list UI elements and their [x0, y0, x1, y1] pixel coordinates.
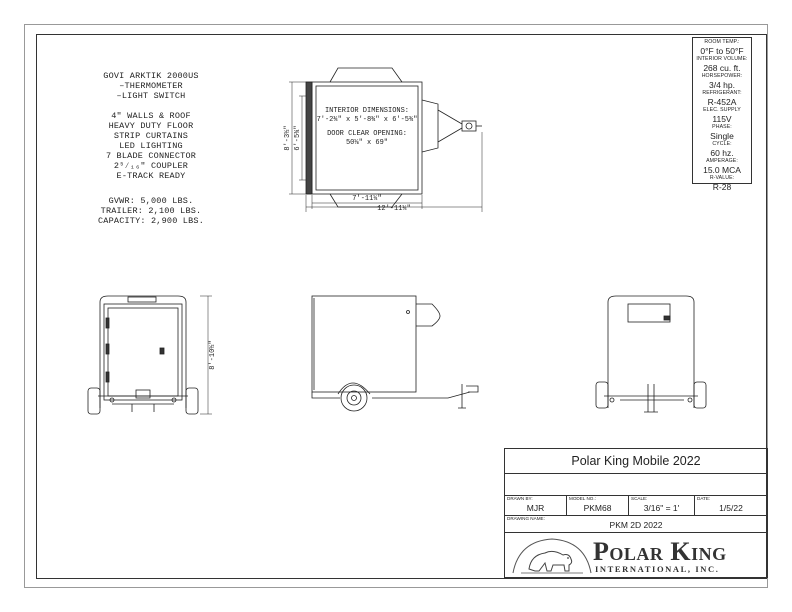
spec-label: HORSEPOWER:	[701, 73, 743, 79]
dim-height-inner: 6'-5¾"	[294, 125, 302, 151]
polar-bear-icon	[509, 533, 595, 577]
spec-label: AMPERAGE:	[706, 158, 738, 164]
note-line: –THERMOMETER	[119, 81, 183, 91]
front-unit-panel	[664, 316, 670, 320]
front-jack	[644, 384, 658, 412]
front-body	[608, 296, 694, 408]
note-line: STRIP CURTAINS	[113, 131, 189, 141]
spec-label: ELEC. SUPPLY	[703, 107, 741, 113]
title-block	[504, 448, 768, 578]
side-frame-rear	[312, 392, 340, 398]
door-latch	[160, 348, 164, 354]
side-body	[312, 296, 416, 392]
side-tire	[341, 385, 367, 411]
spec-value: 3/4 hp.	[709, 79, 735, 90]
logo-wordmark: Polar King	[593, 537, 727, 566]
front-marker-light	[688, 398, 692, 402]
spec-label: REFRIGERANT:	[702, 90, 742, 96]
model-cell	[567, 495, 629, 515]
drawing-name-label: DRAWING NAME:	[507, 516, 545, 521]
plan-fender-top	[330, 68, 402, 82]
date-label: DATE:	[697, 496, 711, 501]
weight-line: CAPACITY: 2,900 LBS.	[97, 216, 205, 226]
front-view	[596, 296, 706, 412]
spec-value: Single	[710, 130, 734, 141]
note-line: LED LIGHTING	[119, 141, 183, 151]
drawn-by-label: DRAWN BY:	[507, 496, 533, 501]
drawn-by-value: MJR	[526, 503, 545, 513]
door-hinge	[106, 318, 109, 328]
spec-label: PHASE:	[712, 124, 732, 130]
rear-plate	[136, 390, 150, 398]
note-line: 4" WALLS & ROOF	[111, 111, 191, 121]
model-value: PKM68	[583, 503, 612, 513]
plan-box-outline	[312, 82, 422, 194]
spec-value: 268 cu. ft.	[703, 62, 741, 73]
spec-label: R-VALUE:	[709, 175, 735, 181]
side-coupler	[466, 386, 478, 392]
side-wheel	[347, 391, 361, 405]
date-value: 1/5/22	[719, 503, 743, 513]
model-label: MODEL NO.:	[569, 496, 596, 501]
interior-dimensions-value: 7'-2¾" x 5'-8¾" x 6'-5¾"	[316, 116, 418, 124]
drawing-name-value: PKM 2D 2022	[609, 520, 663, 530]
rear-door	[108, 308, 178, 396]
note-line: –LIGHT SWITCH	[116, 91, 186, 101]
spec-value: R-28	[712, 181, 732, 192]
plan-coupler-ball	[466, 123, 472, 129]
side-frame-tongue	[372, 392, 470, 398]
door-opening-value: 50⅛" x 69"	[345, 139, 389, 147]
door-opening-label: DOOR CLEAR OPENING:	[327, 130, 407, 138]
side-vent	[407, 311, 410, 314]
note-line: GOVI ARKTIK 2000US	[103, 71, 199, 81]
weight-line: GVWR: 5,000 LBS.	[108, 196, 194, 206]
note-line: HEAVY DUTY FLOOR	[108, 121, 194, 131]
rear-light-bar	[128, 297, 156, 302]
plan-rear-door	[306, 82, 312, 194]
side-hub	[352, 396, 357, 401]
plan-coupler	[462, 121, 476, 131]
rear-door-frame	[104, 304, 182, 400]
door-hinge	[106, 344, 109, 354]
rear-tire-right	[186, 388, 198, 414]
scale-label: SCALE:	[631, 496, 648, 501]
spec-value: 0°F to 50°F	[700, 45, 744, 56]
front-tire-left	[596, 382, 608, 408]
date-cell	[695, 495, 767, 515]
dim-total-length: 12'-11¼"	[377, 205, 411, 213]
rear-steps	[132, 404, 154, 412]
dim-height-outer: 8'-3½"	[284, 125, 292, 151]
drawing-title: Polar King Mobile 2022	[505, 449, 767, 474]
weight-line: TRAILER: 2,100 LBS.	[100, 206, 202, 216]
spec-value: 115V	[712, 113, 732, 124]
title-block-blank-row	[505, 473, 767, 496]
note-line: 7 BLADE CONNECTOR	[105, 151, 197, 161]
front-tire-right	[694, 382, 706, 408]
rear-tire-left	[88, 388, 100, 414]
drawing-name-row	[505, 515, 767, 533]
plan-box-inner	[316, 86, 418, 190]
door-hinge	[106, 372, 109, 382]
spec-value: R-452A	[707, 96, 737, 107]
logo-subtitle: INTERNATIONAL, INC.	[595, 564, 720, 574]
title-block-info-row	[505, 495, 767, 516]
front-marker-light	[610, 398, 614, 402]
spec-label: ROOM TEMP.:	[704, 39, 740, 45]
spec-value: 60 hz.	[710, 147, 734, 158]
scale-value: 3/16" = 1'	[643, 503, 680, 513]
spec-label: INTERIOR VOLUME:	[696, 56, 748, 62]
front-frame	[604, 396, 698, 400]
side-jack	[458, 384, 466, 408]
note-line: 2⁵⁄₁₆" COUPLER	[113, 161, 189, 171]
interior-dimensions-label: INTERIOR DIMENSIONS:	[324, 107, 410, 115]
side-refrigeration-unit	[416, 304, 440, 326]
rear-view	[88, 296, 212, 414]
spec-label: CYCLE:	[712, 141, 732, 147]
side-view	[312, 296, 478, 411]
plan-front-nose	[422, 100, 438, 152]
scale-cell	[629, 495, 695, 515]
note-line: E-TRACK READY	[116, 171, 186, 181]
drawn-by-cell	[505, 495, 567, 515]
dim-box-length: 7'-11¼"	[352, 195, 382, 203]
dim-line-total-length	[306, 132, 482, 212]
rear-body	[100, 296, 186, 408]
dim-rear-height: 8'-10½"	[209, 340, 217, 370]
company-logo	[505, 533, 767, 577]
spec-value: 15.0 MCA	[703, 164, 741, 175]
plan-tongue	[438, 110, 462, 142]
